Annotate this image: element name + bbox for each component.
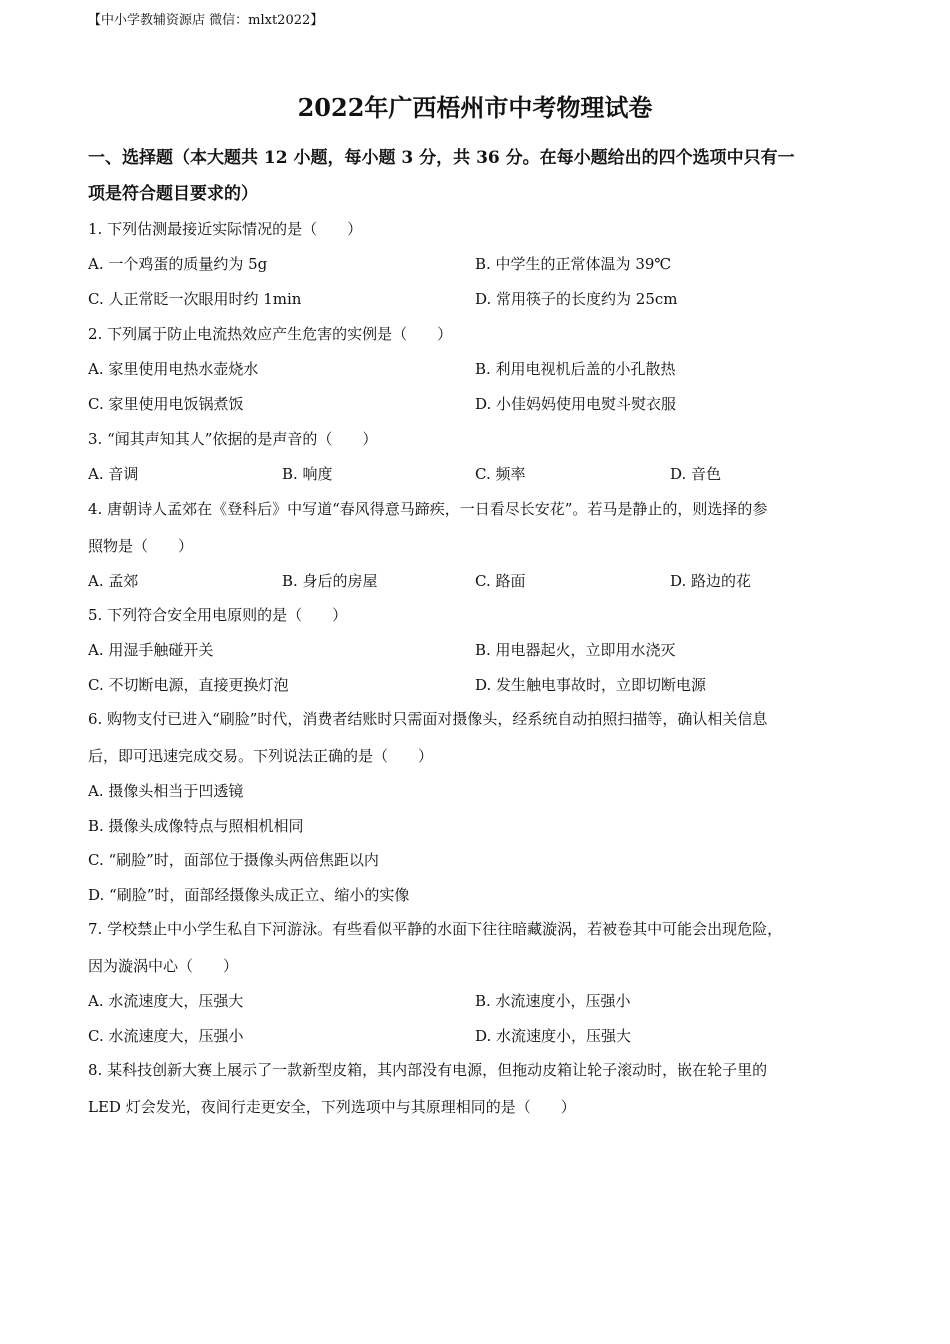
header-note: 【中小学教辅资源店 微信：mlxt2022】 <box>88 13 324 28</box>
question-6-option-d: D. “刷脸”时，面部经摄像头成正立、缩小的实像 <box>88 886 410 904</box>
question-7-option-c: C. 水流速度大，压强小 <box>88 1027 244 1045</box>
question-7-option-a: A. 水流速度大，压强大 <box>88 992 244 1010</box>
question-7-option-d: D. 水流速度小，压强大 <box>475 1027 632 1045</box>
question-3-option-a: A. 音调 <box>88 465 139 483</box>
question-6-option-a: A. 摄像头相当于凹透镜 <box>88 782 244 800</box>
question-4-stem: 4. 唐朝诗人孟郊在《登科后》中写道“春风得意马蹄疾，一日看尽长安花”。若马是静止的，则选择的参 <box>88 500 768 518</box>
question-8-stem-cont: LED 灯会发光，夜间行走更安全，下列选项中与其原理相同的是（ ） <box>88 1098 576 1116</box>
question-4-stem-cont: 照物是（ ） <box>88 537 194 555</box>
question-3-option-d: D. 音色 <box>670 465 722 483</box>
question-6-option-c: C. “刷脸”时，面部位于摄像头两倍焦距以内 <box>88 851 379 869</box>
question-2-option-c: C. 家里使用电饭锅煮饭 <box>88 395 244 413</box>
question-5-option-b: B. 用电器起火，立即用水浇灭 <box>475 641 676 659</box>
question-4-option-a: A. 孟郊 <box>88 572 139 590</box>
section-heading-line: 一、选择题（本大题共 12 小题，每小题 3 分，共 36 分。在每小题给出的四个选项中只有一 <box>88 148 795 168</box>
question-5-option-c: C. 不切断电源，直接更换灯泡 <box>88 676 289 694</box>
question-6-stem-cont: 后，即可迅速完成交易。下列说法正确的是（ ） <box>88 747 434 765</box>
question-6-stem: 6. 购物支付已进入“刷脸”时代，消费者结账时只需面对摄像头，经系统自动拍照扫描等，确认相关信息 <box>88 710 768 728</box>
question-7-stem: 7. 学校禁止中小学生私自下河游泳。有些看似平静的水面下往往暗藏漩涡，若被卷其中可能会出现危险， <box>88 920 783 938</box>
question-2-stem: 2. 下列属于防止电流热效应产生危害的实例是（ ） <box>88 325 453 343</box>
question-1-option-b: B. 中学生的正常体温为 39℃ <box>475 255 672 273</box>
question-5-option-a: A. 用湿手触碰开关 <box>88 641 214 659</box>
question-4-option-d: D. 路边的花 <box>670 572 752 590</box>
page-title: 2022年广西梧州市中考物理试卷 <box>297 93 653 122</box>
section-heading <box>88 140 863 212</box>
question-3-option-c: C. 频率 <box>475 465 526 483</box>
question-2-option-b: B. 利用电视机后盖的小孔散热 <box>475 360 676 378</box>
question-1-option-d: D. 常用筷子的长度约为 25cm <box>475 290 678 308</box>
question-5-option-d: D. 发生触电事故时，立即切断电源 <box>475 676 707 694</box>
question-1-stem: 1. 下列估测最接近实际情况的是（ ） <box>88 220 363 238</box>
question-1-option-c: C. 人正常眨一次眼用时约 1min <box>88 290 302 308</box>
question-4-option-b: B. 身后的房屋 <box>282 572 378 590</box>
question-6-option-b: B. 摄像头成像特点与照相机相同 <box>88 817 304 835</box>
question-2-option-a: A. 家里使用电热水壶烧水 <box>88 360 259 378</box>
question-2-option-d: D. 小佳妈妈使用电熨斗熨衣服 <box>475 395 677 413</box>
question-3-option-b: B. 响度 <box>282 465 333 483</box>
question-7-stem-cont: 因为漩涡中心（ ） <box>88 957 239 975</box>
question-1-option-a: A. 一个鸡蛋的质量约为 5g <box>88 255 268 273</box>
section-heading-line: 项是符合题目要求的） <box>88 184 258 204</box>
question-7-option-b: B. 水流速度小，压强小 <box>475 992 631 1010</box>
question-4-option-c: C. 路面 <box>475 572 526 590</box>
question-5-stem: 5. 下列符合安全用电原则的是（ ） <box>88 606 348 624</box>
question-8-stem: 8. 某科技创新大赛上展示了一款新型皮箱，其内部没有电源，但拖动皮箱让轮子滚动时，嵌在轮子里的 <box>88 1061 768 1079</box>
question-3-stem: 3. “闻其声知其人”依据的是声音的（ ） <box>88 430 378 448</box>
